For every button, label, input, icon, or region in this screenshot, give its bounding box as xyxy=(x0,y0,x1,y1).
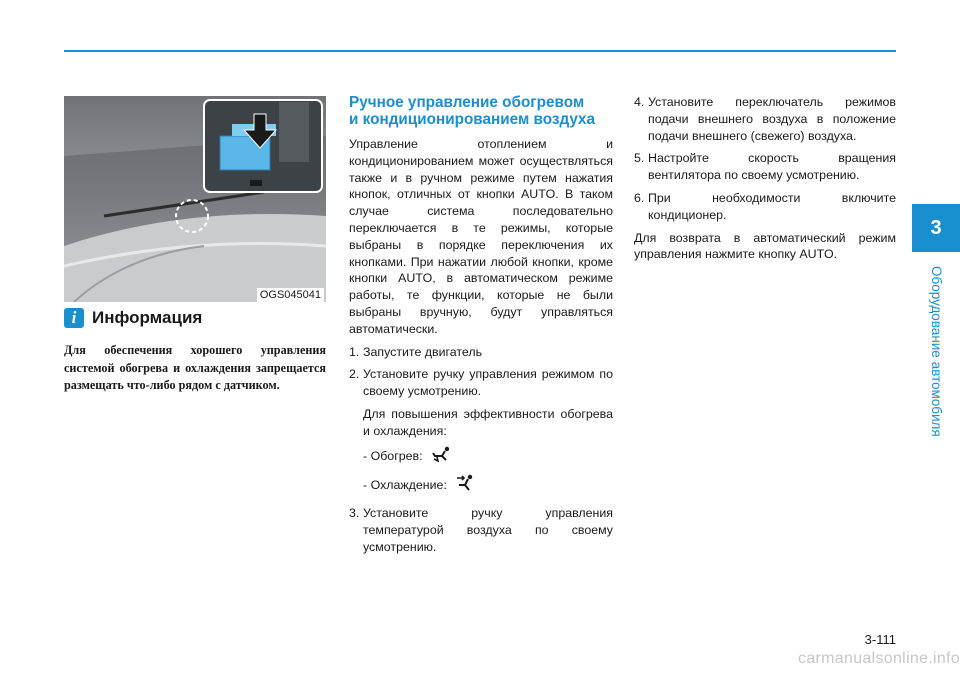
floor-vent-icon xyxy=(431,446,453,467)
chapter-label: Оборудование автомобиля xyxy=(929,265,944,437)
list-item xyxy=(634,94,896,144)
return-auto-text: Для возврата в автоматический режим управления нажмите кнопку AUTO. xyxy=(634,230,896,262)
mode-heat xyxy=(363,446,613,467)
info-body: Для обеспечения хорошего управления системой обогрева и охлаждения запрещается размещать что-либо рядом с датчиком. xyxy=(64,343,326,392)
column-middle xyxy=(349,94,613,562)
list-item-text: При необходимости включите кондиционер. xyxy=(648,190,896,222)
list-item-number: 4. xyxy=(634,95,645,109)
page-number: 3-111 xyxy=(864,632,896,647)
list-item-text: Установите ручку управления режимом по своему усмотрению. xyxy=(363,367,613,399)
mode-heat-label: - Обогрев: xyxy=(363,448,423,463)
list-item-text: Установите переключатель режимов подачи внешнего воздуха в положение подачи внешнего (свежего) воздуха. xyxy=(648,95,896,143)
sensor-photo xyxy=(64,96,326,302)
list-item-text: Настройте скорость вращения вентилятора по своему усмотрению. xyxy=(648,151,896,183)
list-item-text: Установите ручку управления температурой воздуха по своему усмотрению. xyxy=(363,506,613,554)
section-title-line1: Ручное управление обогревом xyxy=(349,94,585,111)
info-title: Информация xyxy=(92,308,203,327)
info-icon: i xyxy=(64,308,84,328)
section-title-line2: и кондиционированием воздуха xyxy=(349,111,596,128)
mode-cool xyxy=(363,474,613,497)
face-vent-icon xyxy=(455,474,477,497)
car-hood-illustration xyxy=(64,96,326,302)
chapter-tab: 3 xyxy=(912,204,960,252)
list-item-number: 1. xyxy=(349,344,360,359)
list-item-number: 3. xyxy=(349,506,360,521)
step2-extra: Для повышения эффективности обогрева и охлаждения: xyxy=(363,406,613,438)
header-rule xyxy=(64,50,896,52)
watermark: carmanualsonline.info xyxy=(798,650,960,667)
list-item-number: 5. xyxy=(634,151,645,166)
list-item-number: 6. xyxy=(634,190,645,205)
figure-code: OGS045041 xyxy=(257,288,324,302)
info-heading xyxy=(64,308,202,328)
list-item xyxy=(349,505,613,555)
section-title xyxy=(349,94,613,128)
column-right xyxy=(634,94,896,269)
list-item xyxy=(349,366,613,400)
list-item xyxy=(634,150,896,184)
list-item-number: 2. xyxy=(349,367,360,382)
section-intro: Управление отоплением и кондиционированием может осуществляться также и в ручном режиме путем нажатия кнопок, отличных от кнопки AUTO. В таком случае система последовательно переключается в те режимы, которые выбраны в порядке переключения их кнопками. При нажатии любой кнопки, кроме кнопки AUTO, в автоматическом режиме работы, те функции, которые не были выбраны вручную, будут управляться автоматически. xyxy=(349,137,613,336)
list-item xyxy=(349,344,613,361)
list-item xyxy=(634,190,896,224)
list-item-text: Запустите двигатель xyxy=(363,344,483,359)
mode-cool-label: - Охлаждение: xyxy=(363,478,447,493)
